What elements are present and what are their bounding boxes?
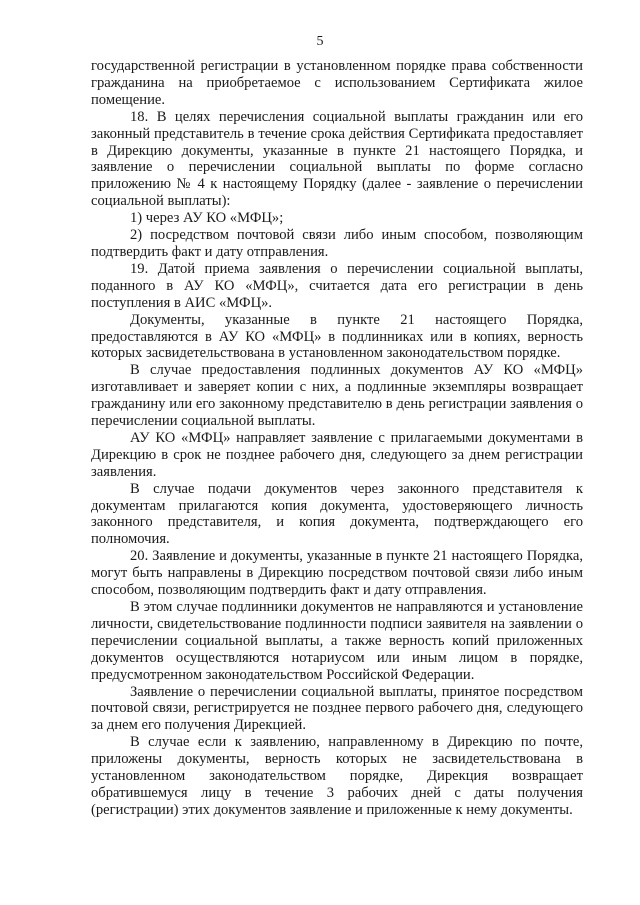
paragraph-copies: В случае предоставления подлинных документов АУ КО «МФЦ» изготавливает и заверяет копии с них, а подлинные экземпляры возвращает гражданину или его законному представителю в день регистрации заявления о перечислении социальной выплаты. (91, 362, 583, 430)
paragraph-continuation: государственной регистрации в установленном порядке права собственности гражданина на приобретаемое с использованием Сертификата жилое помещение. (91, 58, 583, 108)
paragraph-item-20: 20. Заявление и документы, указанные в пункте 21 настоящего Порядка, могут быть направлены в Дирекцию посредством почтовой связи либо иным способом, позволяющим подтвердить факт и дату отправления. (91, 548, 583, 599)
page-number: 5 (316, 34, 324, 49)
paragraph-representative: В случае подачи документов через законного представителя к документам прилагаются копия документа, удостоверяющего личность законного представителя, и копия документа, подтверждающего его полномочия. (91, 480, 583, 548)
paragraph-documents-originals: Документы, указанные в пункте 21 настоящего Порядка, предоставляются в АУ КО «МФЦ» в подлинниках или в копиях, верность которых засвидетельствована в установленном законодательством порядке. (91, 311, 583, 362)
paragraph-postal-registration: Заявление о перечислении социальной выплаты, принятое посредством почтовой связи, регистрируется не позднее первого рабочего дня, следующего за днем его получения Дирекцией. (91, 683, 583, 734)
paragraph-subitem-2: 2) посредством почтовой связи либо иным способом, позволяющим подтвердить факт и дату отправления. (91, 227, 583, 260)
paragraph-forwarding: АУ КО «МФЦ» направляет заявление с прилагаемыми документами в Дирекцию в срок не позднее рабочего дня, следующего за днем регистрации заявления. (91, 429, 583, 480)
document-body (91, 58, 583, 819)
paragraph-item-18: 18. В целях перечисления социальной выплаты гражданин или его законный представитель в течение срока действия Сертификата предоставляет в Дирекцию документы, указанные в пункте 21 настоящего Порядка, и заявление о перечислении социальной выплаты по форме согласно приложению № 4 к настоящему Порядку (далее - заявление о перечислении социальной выплаты): (91, 108, 583, 210)
paragraph-notary: В этом случае подлинники документов не направляются и установление личности, свидетельствование подлинности подписи заявителя на заявлении о перечислении социальной выплаты, а также верность копий приложенных документов осуществляются нотариусом или иным лицом в порядке, предусмотренном законодательством Российской Федерации. (91, 599, 583, 683)
paragraph-subitem-1: 1) через АУ КО «МФЦ»; (130, 210, 284, 227)
paragraph-return-documents: В случае если к заявлению, направленному в Дирекцию по почте, приложены документы, верность которых не засвидетельствована в установленном законодательством порядке, Дирекция возвращает обратившемуся лицу в течение 3 рабочих дней с даты получения (регистрации) этих документов заявление и приложенные к нему документы. (91, 734, 583, 818)
paragraph-item-19: 19. Датой приема заявления о перечислении социальной выплаты, поданного в АУ КО «МФЦ», считается дата его регистрации в день поступления в АИС «МФЦ». (91, 260, 583, 311)
